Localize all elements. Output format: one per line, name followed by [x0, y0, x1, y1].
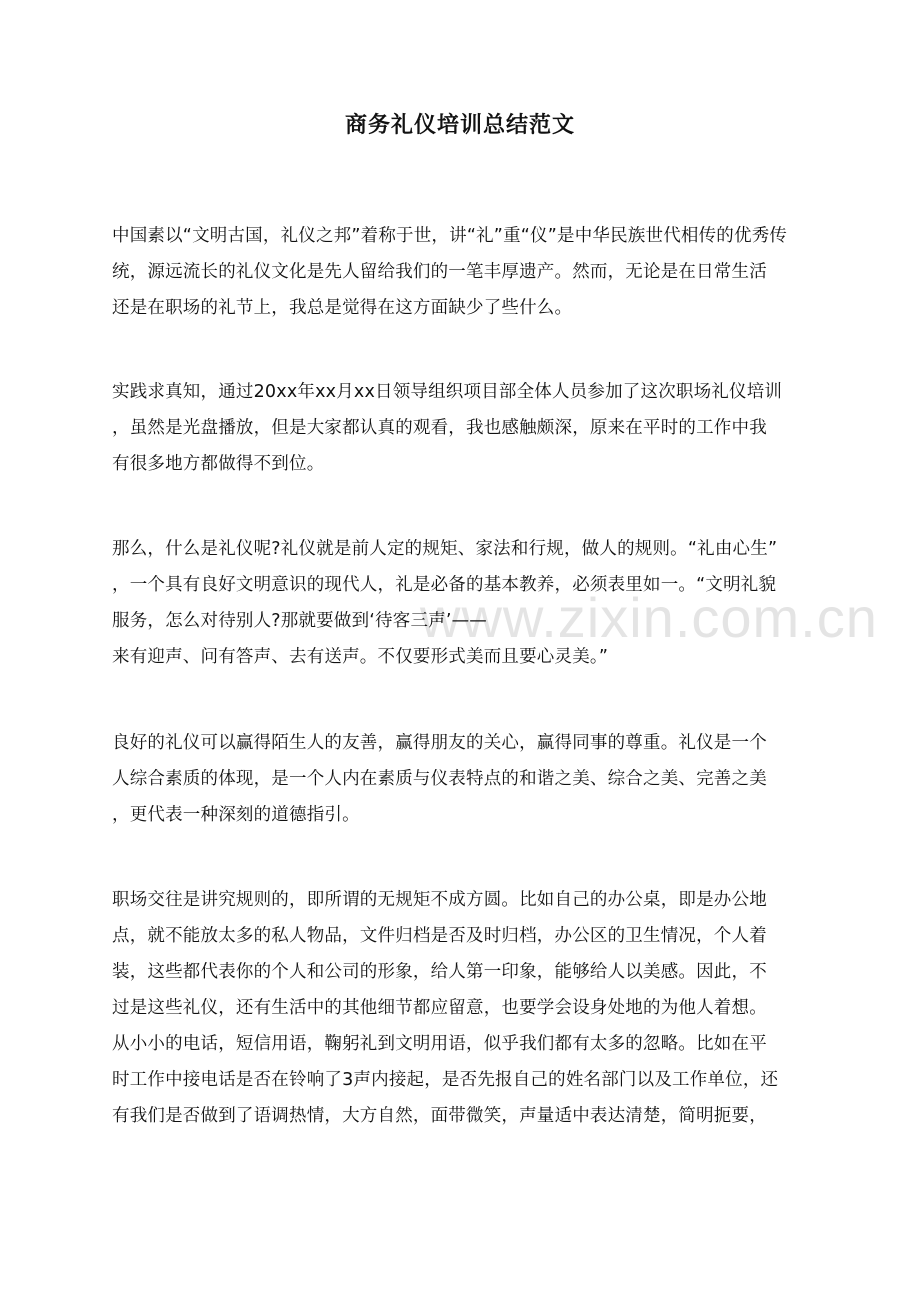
paragraph-5-line-3: 装，这些都代表你的个人和公司的形象，给人第一印象，能够给人以美感。因此，不	[112, 962, 767, 982]
paragraph-2-line-1: 实践求真知，通过20xx年xx月xx日领导组织项目部全体人员参加了这次职场礼仪培训	[112, 382, 783, 402]
paragraph-2-line-2: ，虽然是光盘播放，但是大家都认真的观看，我也感触颇深，原来在平时的工作中我	[112, 418, 767, 438]
paragraph-5-line-6: 时工作中接电话是否在铃响了3声内接起，是否先报自己的姓名部门以及工作单位，还	[112, 1070, 779, 1090]
paragraph-1-line-3: 还是在职场的礼节上，我总是觉得在这方面缺少了些什么。	[112, 298, 573, 318]
paragraph-3-line-4: 来有迎声、问有答声、去有送声。不仅要形式美而且要心灵美。”	[112, 647, 609, 667]
paragraph-1-line-1: 中国素以“文明古国，礼仪之邦”着称于世，讲“礼”重“仪”是中华民族世代相传的优秀传	[112, 226, 788, 246]
paragraph-3-line-3: 服务，怎么对待别人?那就要做到‘待客三声’——	[112, 611, 488, 631]
paragraph-3-line-2: ，一个具有良好文明意识的现代人，礼是必备的基本教养，必须表里如一。“文明礼貌	[112, 575, 777, 595]
paragraph-1-line-2: 统，源远流长的礼仪文化是先人留给我们的一笔丰厚遗产。然而，无论是在日常生活	[112, 262, 767, 282]
paragraph-4-line-2: 人综合素质的体现，是一个人内在素质与仪表特点的和谐之美、综合之美、完善之美	[112, 769, 767, 789]
paragraph-3-line-1: 那么，什么是礼仪呢?礼仪就是前人定的规矩、家法和行规，做人的规则。“礼由心生”	[112, 539, 778, 559]
document-title: 商务礼仪培训总结范文	[344, 113, 575, 138]
paragraph-5-line-5: 从小小的电话，短信用语，鞠躬礼到文明用语，似乎我们都有太多的忽略。比如在平	[112, 1034, 767, 1054]
paragraph-4-line-1: 良好的礼仪可以赢得陌生人的友善，赢得朋友的关心，赢得同事的尊重。礼仪是一个	[112, 733, 767, 753]
paragraph-5-line-4: 过是这些礼仪，还有生活中的其他细节都应留意，也要学会设身处地的为他人着想。	[112, 998, 767, 1018]
paragraph-5-line-7: 有我们是否做到了语调热情，大方自然，面带微笑，声量适中表达清楚，简明扼要，	[112, 1106, 767, 1126]
paragraph-5-line-2: 点，就不能放太多的私人物品，文件归档是否及时归档，办公区的卫生情况，个人着	[112, 926, 767, 946]
paragraph-2-line-3: 有很多地方都做得不到位。	[112, 454, 325, 474]
paragraph-4-line-3: ，更代表一种深刻的道德指引。	[112, 805, 360, 825]
watermark: www.zixin.com.cn	[420, 586, 878, 649]
paragraph-5-line-1: 职场交往是讲究规则的，即所谓的无规矩不成方圆。比如自己的办公桌，即是办公地	[112, 890, 767, 910]
